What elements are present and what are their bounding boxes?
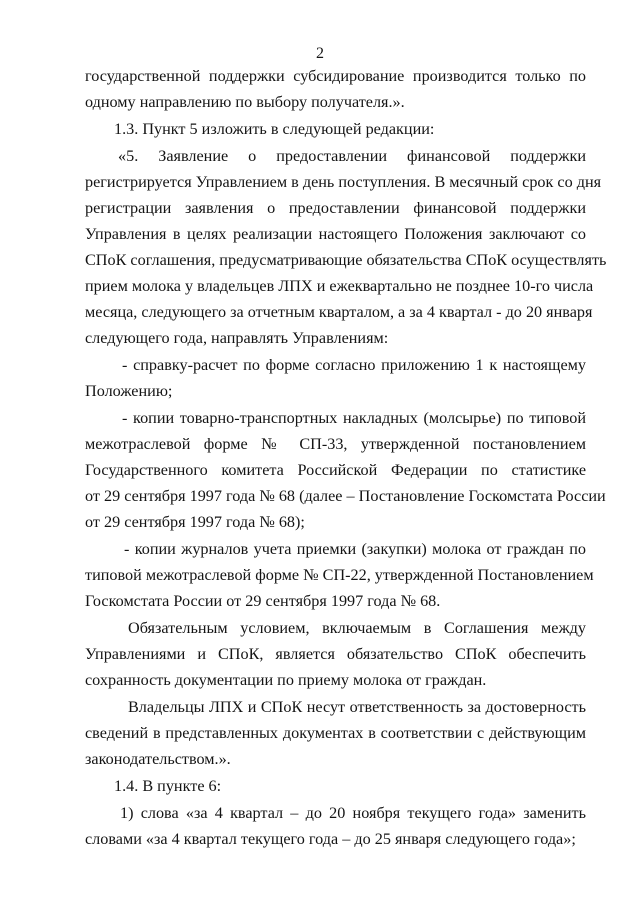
text-line: сведений в представленных документах в соответствии с действующим: [85, 724, 586, 742]
list-item-line: - копии журналов учета приемки (закупки) молока от граждан по: [124, 540, 586, 558]
text-line: 1) слова «за 4 квартал – до 20 ноября текущего года» заменить: [120, 804, 586, 822]
text-line: словами «за 4 квартал текущего года – до 25 января следующего года»;: [85, 830, 576, 848]
text-line: регистрируется Управлением в день поступления. В месячный срок со дня: [85, 173, 602, 191]
text-line: Государственного комитета Российской Федерации по статистике: [85, 461, 586, 479]
paragraph-heading: 1.4. В пункте 6:: [114, 777, 222, 795]
list-item-line: - копии товарно-транспортных накладных (молсырье) по типовой: [122, 409, 586, 427]
page-number: 2: [316, 45, 324, 62]
text-line: от 29 сентября 1997 года № 68 (далее – Постановление Госкомстата России: [85, 487, 606, 505]
text-line: типовой межотраслевой форме № СП-22, утвержденной Постановлением: [85, 566, 594, 584]
text-line: месяца, следующего за отчетным кварталом, а за 4 квартал - до 20 января: [85, 303, 593, 321]
text-line: законодательством.».: [85, 750, 231, 768]
text-line: СПоК соглашения, предусматривающие обязательства СПоК осуществлять: [85, 251, 607, 269]
list-item-line: - справку-расчет по форме согласно приложению 1 к настоящему: [122, 356, 586, 374]
text-line: регистрации заявления о предоставлении финансовой поддержки: [85, 199, 586, 217]
text-line: сохранность документации по приему молока от граждан.: [85, 671, 487, 689]
text-line: Обязательным условием, включаемым в Соглашения между: [128, 619, 586, 637]
text-line: межотраслевой форме № СП-33, утвержденной постановлением: [85, 435, 586, 453]
text-line: Владельцы ЛПХ и СПоК несут ответственность за достоверность: [128, 698, 586, 716]
text-line: от 29 сентября 1997 года № 68);: [85, 513, 305, 531]
text-line: одному направлению по выбору получателя.».: [85, 93, 405, 111]
text-line: Положению;: [85, 382, 173, 400]
text-line: прием молока у владельцев ЛПХ и ежеквартально не позднее 10-го числа: [85, 277, 594, 295]
text-line: «5. Заявление о предоставлении финансовой поддержки: [118, 147, 586, 165]
text-line: государственной поддержки субсидирование производится только по: [85, 67, 586, 85]
text-line: следующего года, направлять Управлениям:: [85, 329, 389, 347]
paragraph-heading: 1.3. Пункт 5 изложить в следующей редакции:: [114, 120, 435, 138]
text-line: Управления в целях реализации настоящего Положения заключают со: [85, 225, 586, 243]
text-line: Управлениями и СПоК, является обязательство СПоК обеспечить: [85, 645, 586, 663]
text-line: Госкомстата России от 29 сентября 1997 года № 68.: [85, 592, 441, 610]
